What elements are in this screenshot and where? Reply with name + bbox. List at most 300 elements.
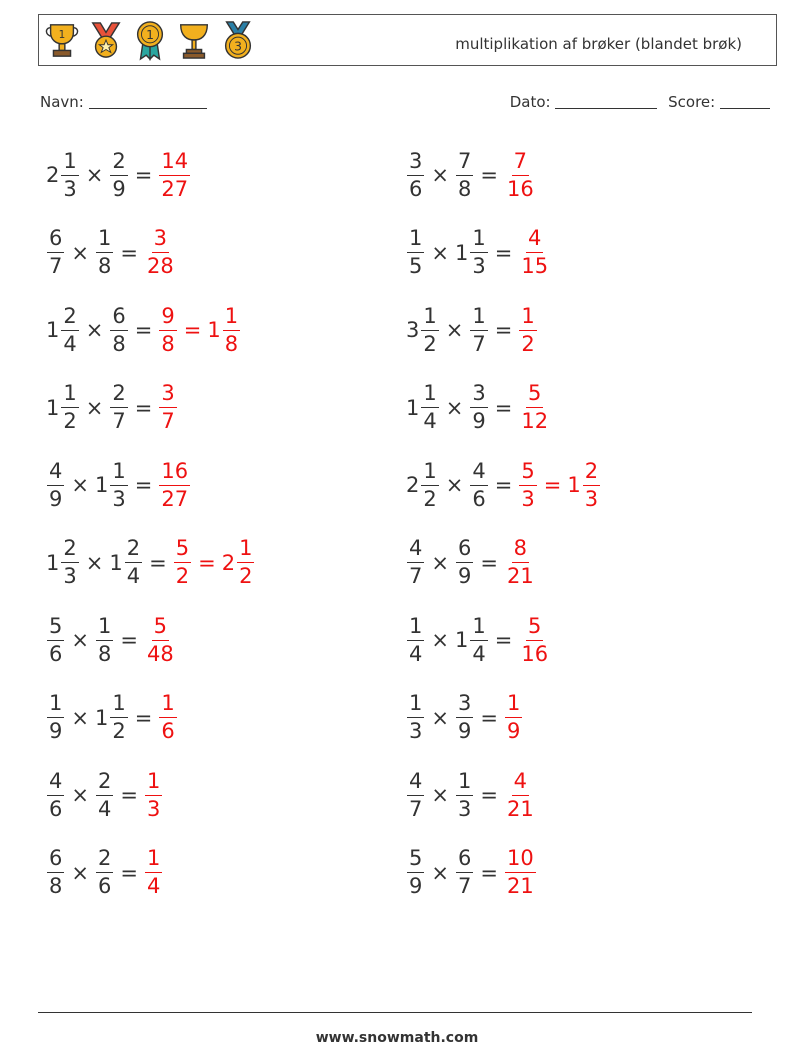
first-operand-numerator: 5 [47, 616, 64, 641]
score-label: Score: [668, 93, 716, 111]
answer-denominator: 21 [506, 564, 534, 588]
second-operand-numerator: 2 [96, 848, 113, 873]
first-operand-denominator: 9 [49, 486, 63, 511]
problem-18 [406, 760, 537, 830]
first-operand-numerator: 4 [47, 461, 64, 486]
first-operand-whole: 1 [406, 395, 420, 420]
answer-numerator: 8 [512, 538, 529, 563]
answer-denominator: 3 [521, 486, 535, 511]
second-operand-whole: 1 [94, 705, 109, 730]
answer-numerator: 5 [174, 538, 191, 563]
second-operand-numerator: 1 [110, 461, 127, 486]
second-operand-whole: 1 [454, 240, 469, 265]
first-operand-fraction [407, 848, 424, 897]
first-operand-numerator: 1 [61, 383, 78, 408]
second-operand-numerator: 1 [456, 771, 473, 796]
second-operand-numerator: 4 [470, 461, 487, 486]
equals-sign: = [480, 783, 498, 807]
second-operand-fraction [456, 693, 473, 742]
answer-numerator: 5 [519, 461, 536, 486]
second-operand-denominator: 4 [126, 564, 141, 588]
answer [504, 768, 537, 821]
answer-numerator: 9 [159, 306, 176, 331]
multiply-sign: × [85, 163, 104, 187]
mixed-answer-denominator: 3 [584, 486, 599, 511]
second-operand-numerator: 1 [96, 616, 113, 641]
answer-fraction [505, 538, 536, 587]
svg-text:1: 1 [58, 29, 66, 42]
answer [144, 613, 177, 666]
second-operand-numerator: 6 [456, 848, 473, 873]
answer-denominator: 27 [161, 486, 189, 511]
answer-numerator: 4 [512, 771, 529, 796]
first-operand-numerator: 1 [47, 693, 64, 718]
answer-numerator: 10 [505, 848, 536, 873]
answer [504, 538, 537, 587]
first-operand-numerator: 1 [421, 306, 438, 331]
first-operand-fraction [407, 538, 424, 587]
second-operand-fraction [110, 693, 127, 742]
answer-fraction [505, 148, 536, 201]
answer [144, 848, 163, 897]
first-operand-fraction [47, 458, 64, 511]
answer [158, 693, 177, 742]
answer [504, 693, 523, 742]
problem-4 [406, 218, 551, 288]
answer-denominator: 48 [146, 641, 174, 666]
first-operand-fraction [61, 383, 78, 432]
equals-sign: = [134, 163, 153, 187]
problem-20 [406, 838, 537, 908]
answer-denominator: 3 [146, 796, 161, 821]
multiply-sign: × [445, 395, 464, 420]
first-operand-numerator: 2 [61, 538, 78, 563]
second-operand-numerator: 2 [110, 383, 127, 408]
second-operand-whole: 1 [454, 628, 469, 652]
first-operand-numerator: 1 [407, 693, 424, 718]
second-operand-fraction [456, 768, 473, 821]
problem-8 [406, 373, 551, 443]
multiply-sign: × [85, 550, 104, 575]
second-operand-denominator: 9 [472, 409, 486, 433]
score-blank[interactable] [720, 94, 770, 109]
second-operand-denominator: 8 [112, 331, 126, 356]
answer [158, 383, 177, 432]
answer [144, 228, 177, 277]
answer-denominator: 27 [161, 176, 189, 201]
second-operand-fraction [96, 613, 113, 666]
footer-divider [38, 1012, 752, 1013]
first-operand-numerator: 4 [47, 771, 64, 796]
second-operand-denominator: 8 [457, 176, 472, 201]
mixed-answer-numerator: 1 [237, 538, 254, 563]
first-operand-whole: 2 [406, 473, 420, 497]
answer-fraction [519, 458, 536, 511]
second-operand-fraction [96, 768, 113, 821]
first-operand-denominator: 6 [49, 796, 63, 821]
answer-numerator: 1 [159, 693, 176, 718]
second-operand-fraction [456, 148, 473, 201]
answer-numerator: 3 [159, 383, 176, 408]
answer [518, 303, 537, 356]
second-operand-fraction [470, 458, 487, 511]
multiply-sign: × [431, 705, 449, 730]
problem-11 [46, 528, 255, 598]
first-operand-denominator: 2 [423, 331, 437, 356]
second-operand-whole: 1 [109, 550, 123, 575]
equals-sign: = [149, 550, 167, 575]
first-operand-numerator: 1 [407, 616, 424, 641]
second-operand-denominator: 3 [112, 486, 126, 511]
second-operand-denominator: 7 [457, 874, 472, 898]
first-operand-numerator: 1 [61, 151, 78, 176]
equals-sign: = [494, 318, 513, 342]
answer-numerator: 1 [505, 693, 522, 718]
second-operand-fraction [110, 458, 127, 511]
answer [173, 538, 256, 587]
first-operand-numerator: 6 [47, 848, 64, 873]
second-operand-denominator: 9 [457, 719, 472, 743]
second-operand-denominator: 4 [97, 796, 112, 821]
multiply-sign: × [431, 860, 449, 885]
multiply-sign: × [431, 628, 449, 652]
second-operand-numerator: 2 [96, 771, 113, 796]
second-operand-denominator: 2 [112, 719, 126, 743]
answer [504, 148, 537, 201]
first-operand-fraction [407, 693, 424, 742]
svg-text:3: 3 [234, 39, 242, 54]
answer-numerator: 5 [526, 616, 543, 641]
answer-numerator: 14 [159, 151, 190, 176]
answer-equals-sign: = [198, 550, 216, 575]
second-operand-numerator: 1 [470, 306, 487, 331]
second-operand-fraction [456, 848, 473, 897]
equals-sign: = [120, 860, 138, 885]
first-operand-whole: 1 [46, 550, 60, 575]
equals-sign: = [120, 628, 138, 652]
answer [518, 383, 551, 432]
second-operand-fraction [470, 303, 487, 356]
first-operand-whole: 3 [406, 318, 420, 342]
second-operand-fraction [110, 383, 127, 432]
answer [158, 458, 191, 511]
second-operand-fraction [470, 383, 487, 432]
answer [504, 848, 537, 897]
first-operand-denominator: 3 [63, 176, 77, 201]
name-blank[interactable] [89, 94, 207, 109]
second-operand-numerator: 3 [470, 383, 487, 408]
first-operand-fraction [421, 303, 438, 356]
problem-5 [46, 295, 241, 365]
second-operand-denominator: 8 [97, 254, 112, 278]
equals-sign: = [480, 550, 498, 575]
mixed-answer-fraction [223, 303, 240, 356]
first-operand-numerator: 3 [407, 151, 424, 176]
answer-fraction [159, 693, 176, 742]
star-medal-icon [87, 19, 125, 61]
answer-denominator: 7 [161, 409, 175, 433]
answer-fraction [145, 848, 162, 897]
second-operand-numerator: 1 [96, 228, 113, 253]
problem-1 [46, 140, 191, 210]
first-operand-whole: 1 [46, 395, 60, 420]
second-operand-fraction [470, 613, 487, 666]
date-score-fields [510, 93, 770, 111]
answer-fraction [505, 693, 522, 742]
first-operand-denominator: 7 [409, 564, 423, 588]
answer [158, 148, 191, 201]
answer-fraction [174, 538, 191, 587]
answer-denominator: 16 [521, 641, 549, 666]
second-operand-numerator: 2 [125, 538, 142, 563]
multiply-sign: × [85, 395, 104, 420]
answer-denominator: 2 [521, 331, 535, 356]
problem-7 [46, 373, 178, 443]
mixed-answer-denominator: 8 [224, 331, 239, 356]
first-operand-denominator: 7 [49, 254, 63, 278]
first-operand-fraction [61, 148, 78, 201]
problem-19 [46, 838, 163, 908]
multiply-sign: × [445, 473, 464, 497]
answer-fraction [145, 613, 176, 666]
answer-denominator: 12 [521, 409, 549, 433]
second-operand-denominator: 6 [97, 874, 112, 898]
multiply-sign: × [71, 240, 89, 265]
first-operand-fraction [47, 768, 64, 821]
equals-sign: = [120, 783, 138, 807]
first-operand-numerator: 2 [61, 306, 78, 331]
first-operand-fraction [407, 228, 424, 277]
first-operand-whole: 2 [46, 163, 60, 187]
multiply-sign: × [431, 783, 449, 807]
answer-fraction [145, 228, 176, 277]
mixed-answer-whole: 2 [221, 550, 236, 575]
equals-sign: = [134, 473, 153, 497]
worksheet-header [38, 14, 777, 66]
equals-sign: = [480, 163, 498, 187]
answer-denominator: 15 [521, 254, 549, 278]
second-operand-fraction [110, 148, 127, 201]
answer [518, 228, 551, 277]
answer [144, 768, 163, 821]
answer-fraction [519, 383, 550, 432]
multiply-sign: × [71, 783, 89, 807]
answer-numerator: 16 [159, 461, 190, 486]
first-operand-denominator: 7 [409, 796, 423, 821]
first-operand-denominator: 4 [423, 409, 437, 433]
mixed-answer-numerator: 2 [583, 461, 600, 486]
multiply-sign: × [71, 860, 89, 885]
first-operand-numerator: 6 [47, 228, 64, 253]
first-operand-fraction [47, 613, 64, 666]
second-operand-denominator: 9 [457, 564, 472, 588]
second-operand-numerator: 1 [470, 228, 487, 253]
second-operand-numerator: 6 [456, 538, 473, 563]
first-operand-fraction [47, 228, 64, 277]
second-operand-denominator: 8 [97, 641, 112, 666]
first-operand-numerator: 4 [407, 538, 424, 563]
first-operand-fraction [407, 768, 424, 821]
multiply-sign: × [445, 318, 464, 342]
svg-text:1: 1 [146, 28, 154, 43]
first-operand-numerator: 1 [407, 228, 424, 253]
equals-sign: = [494, 628, 513, 652]
answer-numerator: 3 [152, 228, 169, 253]
answer-fraction [159, 148, 190, 201]
problem-6 [406, 295, 538, 365]
answer-fraction [519, 613, 550, 666]
mixed-answer-whole: 1 [567, 473, 581, 497]
multiply-sign: × [71, 705, 89, 730]
name-field [40, 93, 207, 111]
first-operand-denominator: 2 [423, 486, 437, 511]
answer [518, 458, 601, 511]
equals-sign: = [480, 705, 498, 730]
answer-fraction [159, 383, 176, 432]
multiply-sign: × [85, 318, 104, 342]
problem-9 [46, 450, 191, 520]
answer-numerator: 4 [526, 228, 543, 253]
first-operand-fraction [61, 303, 78, 356]
problem-13 [46, 605, 177, 675]
answer-equals-sign: = [183, 318, 202, 342]
second-operand-fraction [110, 303, 127, 356]
first-operand-fraction [47, 693, 64, 742]
answer-denominator: 9 [506, 719, 521, 743]
answer-fraction [505, 848, 536, 897]
equals-sign: = [494, 240, 513, 265]
first-operand-denominator: 3 [409, 719, 423, 743]
answer-numerator: 1 [145, 771, 162, 796]
problem-2 [406, 140, 537, 210]
gold-cup-icon [175, 19, 213, 61]
equals-sign: = [120, 240, 138, 265]
problem-12 [406, 528, 537, 598]
first-operand-fraction [47, 848, 64, 897]
second-operand-denominator: 7 [472, 331, 486, 356]
answer-denominator: 21 [506, 874, 534, 898]
first-operand-denominator: 5 [409, 254, 423, 278]
multiply-sign: × [431, 163, 449, 187]
second-operand-fraction [470, 228, 487, 277]
first-operand-denominator: 6 [49, 641, 63, 666]
answer-denominator: 6 [161, 719, 175, 743]
problem-17 [46, 760, 163, 830]
first-operand-denominator: 2 [63, 409, 77, 433]
multiply-sign: × [71, 473, 89, 497]
second-operand-denominator: 4 [472, 641, 486, 666]
equals-sign: = [480, 860, 498, 885]
second-operand-numerator: 2 [110, 151, 127, 176]
first-operand-whole: 1 [46, 318, 60, 342]
second-operand-fraction [96, 848, 113, 897]
second-operand-fraction [125, 538, 142, 587]
date-label: Dato: [509, 93, 551, 111]
answer-numerator: 1 [519, 306, 536, 331]
date-blank[interactable] [555, 94, 657, 109]
answer-denominator: 4 [146, 874, 161, 898]
first-operand-denominator: 3 [63, 564, 77, 588]
answer-numerator: 7 [512, 151, 529, 176]
multiply-sign: × [431, 240, 449, 265]
medal-icons [43, 19, 257, 61]
first-operand-numerator: 1 [421, 461, 438, 486]
problem-16 [406, 683, 523, 753]
multiply-sign: × [71, 628, 89, 652]
second-operand-numerator: 7 [456, 151, 473, 176]
mixed-answer-whole: 1 [207, 318, 221, 342]
first-operand-fraction [421, 383, 438, 432]
second-operand-denominator: 6 [472, 486, 486, 511]
second-operand-fraction [96, 228, 113, 277]
second-operand-denominator: 3 [472, 254, 486, 278]
mixed-answer-fraction [583, 458, 600, 511]
first-operand-denominator: 4 [409, 641, 423, 666]
equals-sign: = [134, 705, 153, 730]
answer [518, 613, 551, 666]
second-operand-numerator: 1 [470, 616, 487, 641]
answer-denominator: 21 [506, 796, 534, 821]
answer-denominator: 2 [175, 564, 190, 588]
answer-denominator: 16 [506, 176, 534, 201]
answer-denominator: 28 [146, 254, 174, 278]
second-operand-numerator: 3 [456, 693, 473, 718]
problem-3 [46, 218, 177, 288]
mixed-answer-numerator: 1 [223, 306, 240, 331]
worksheet-title: multiplikation af brøker (blandet brøk) [455, 35, 742, 53]
problem-14 [406, 605, 551, 675]
answer-numerator: 5 [526, 383, 543, 408]
equals-sign: = [494, 473, 513, 497]
answer-fraction [505, 768, 536, 821]
mixed-answer-denominator: 2 [239, 564, 253, 588]
equals-sign: = [134, 395, 153, 420]
answer-fraction [159, 303, 176, 356]
second-operand-numerator: 1 [110, 693, 127, 718]
second-operand-numerator: 6 [110, 306, 127, 331]
problem-15 [46, 683, 178, 753]
answer-fraction [519, 228, 550, 277]
medal-3-icon [219, 19, 257, 61]
name-label: Navn: [40, 93, 84, 111]
first-operand-numerator: 5 [407, 848, 424, 873]
trophy-1-icon [43, 19, 81, 61]
first-operand-denominator: 4 [63, 331, 77, 356]
second-operand-whole: 1 [94, 473, 109, 497]
first-operand-denominator: 8 [49, 874, 63, 898]
answer-fraction [159, 458, 190, 511]
first-operand-fraction [407, 148, 424, 201]
first-operand-fraction [407, 613, 424, 666]
answer-numerator: 5 [152, 616, 169, 641]
equals-sign: = [134, 318, 153, 342]
ribbon-1-medal-icon [131, 19, 169, 61]
answer-numerator: 1 [145, 848, 162, 873]
first-operand-fraction [61, 538, 78, 587]
second-operand-denominator: 9 [112, 176, 126, 201]
first-operand-fraction [421, 458, 438, 511]
answer [158, 303, 241, 356]
first-operand-denominator: 9 [409, 874, 423, 898]
answer-fraction [519, 303, 536, 356]
second-operand-denominator: 3 [457, 796, 472, 821]
problem-10 [406, 450, 601, 520]
first-operand-denominator: 6 [409, 176, 423, 201]
first-operand-denominator: 9 [49, 719, 63, 743]
multiply-sign: × [431, 550, 449, 575]
first-operand-numerator: 1 [421, 383, 438, 408]
first-operand-numerator: 4 [407, 771, 424, 796]
